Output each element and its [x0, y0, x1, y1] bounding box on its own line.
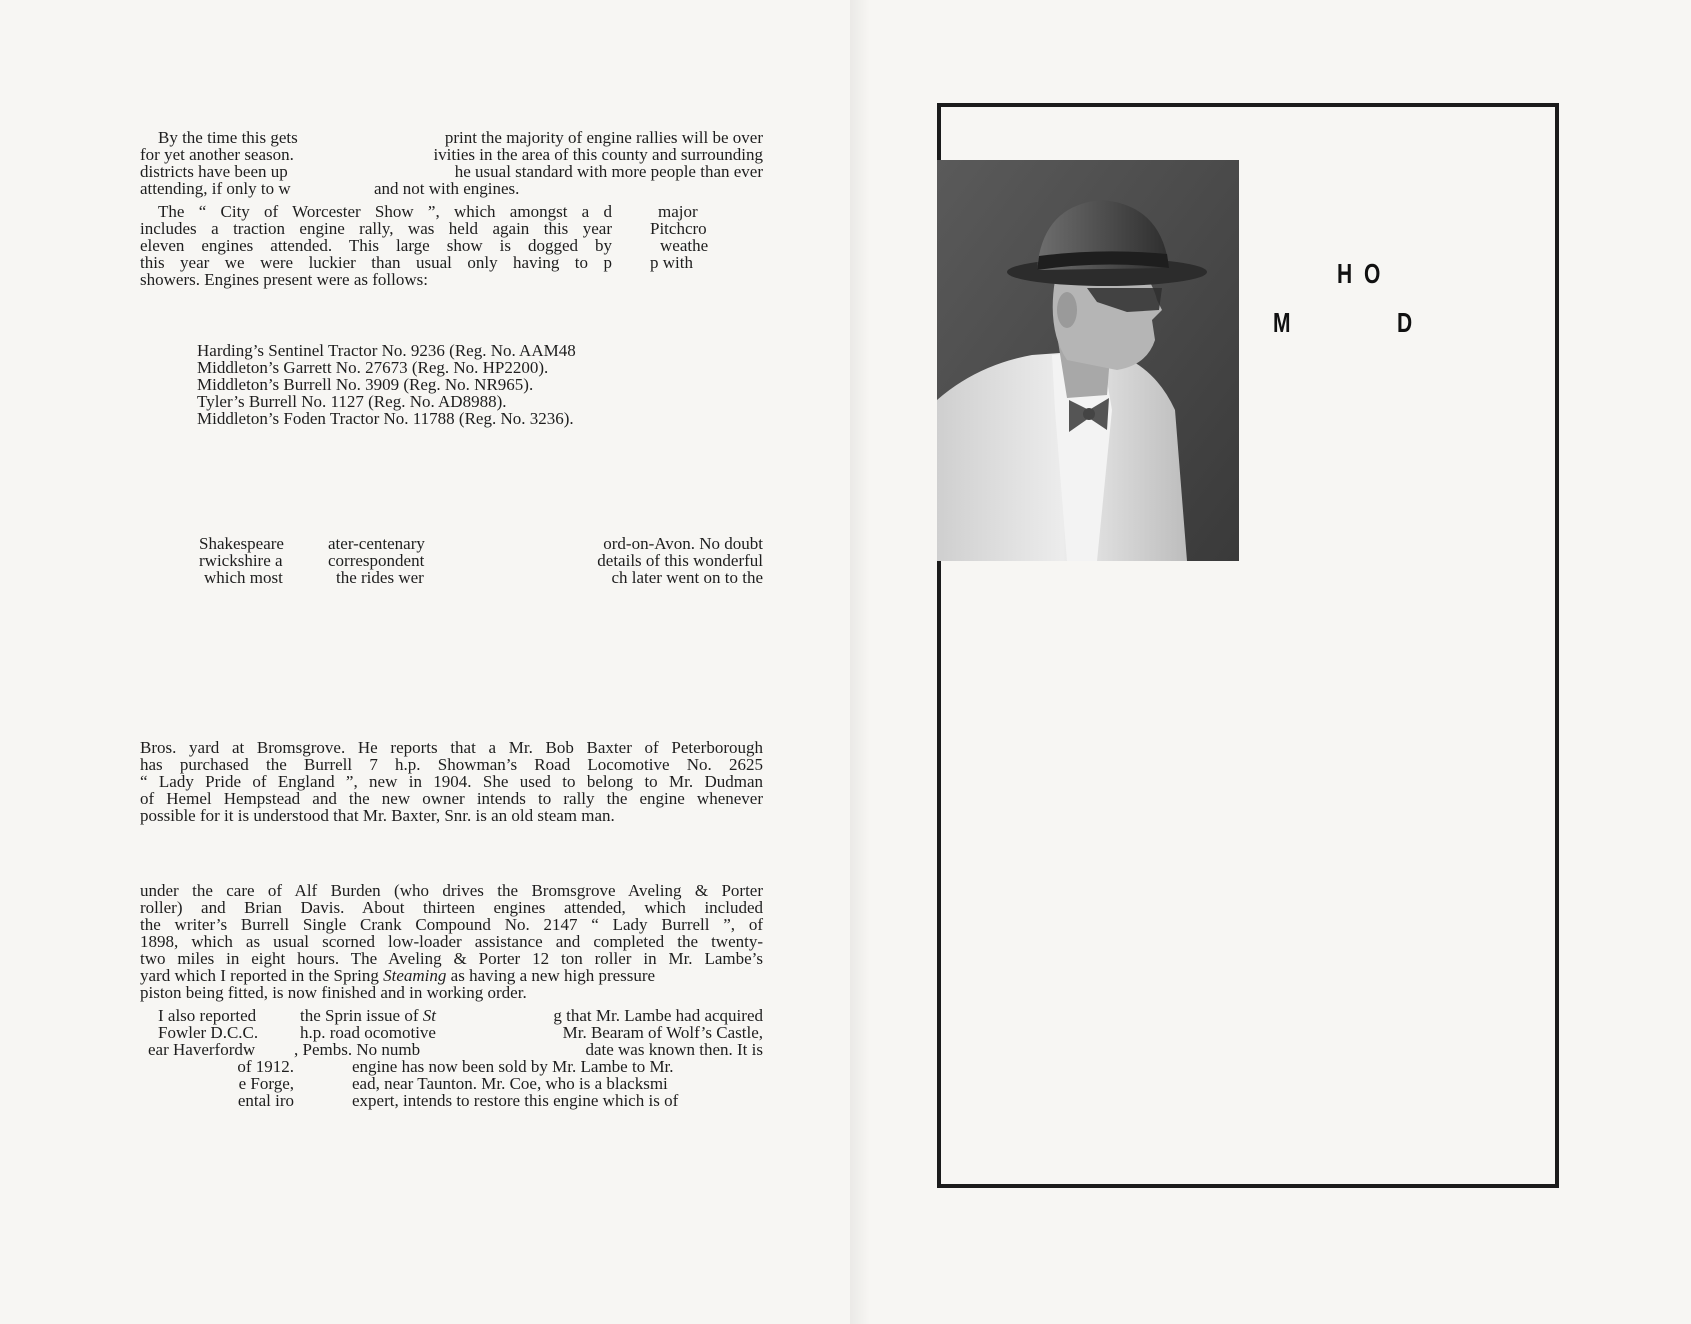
portrait-illustration	[937, 160, 1239, 561]
text-line: ental iro	[237, 1091, 294, 1110]
text-line: attending, if only to w	[140, 179, 291, 198]
text-line: g that Mr. Lambe had acquired	[553, 1006, 763, 1025]
text-line: ord-on-Avon. No doubt	[603, 534, 763, 553]
text-line: of Hemel Hempstead and the new owner intends to rally the engine whenever	[140, 789, 763, 808]
text-line: h.p. road ocomotive	[300, 1023, 436, 1042]
text-line: rwickshire a	[199, 551, 283, 570]
text-line: showers. Engines present were as follows:	[140, 270, 428, 289]
text-line: weathe	[660, 236, 709, 255]
text-line: Mr. Bearam of Wolf’s Castle,	[562, 1023, 763, 1042]
list-item: Harding’s Sentinel Tractor No. 9236 (Reg. No. AAM48	[197, 341, 576, 360]
text-line: and not with engines.	[374, 179, 520, 198]
text-line: two miles in eight hours. The Aveling & Porter 12 ton roller in Mr. Lambe’s	[140, 949, 763, 968]
text-line: he usual standard with more people than ever	[454, 162, 763, 181]
text-line: date was known then. It is	[585, 1040, 763, 1059]
text-line: piston being fitted, is now finished and in working order.	[140, 983, 527, 1002]
text-line: of 1912.	[237, 1057, 294, 1076]
text-line: this year we were luckier than usual only having to p	[140, 253, 612, 272]
text-line: which most	[204, 568, 283, 587]
text-line: the writer’s Burrell Single Crank Compound No. 2147 “ Lady Burrell ”, of	[140, 915, 763, 934]
list-item: Middleton’s Garrett No. 27673 (Reg. No. HP2200).	[197, 358, 549, 377]
text-line	[140, 967, 655, 984]
text-line: expert, intends to restore this engine which is of	[352, 1091, 679, 1110]
text-line: ear Haverfordw	[148, 1040, 256, 1059]
text-fragment: the Sprin issue of	[300, 1006, 419, 1025]
text-line: correspondent	[328, 551, 425, 570]
page-gutter	[850, 0, 870, 1324]
text-line	[300, 1007, 436, 1024]
text-line: under the care of Alf Burden (who drives the Bromsgrove Aveling & Porter	[140, 881, 763, 900]
text-line: districts have been up	[140, 162, 288, 181]
list-item: Middleton’s Foden Tractor No. 11788 (Reg. No. 3236).	[197, 409, 574, 428]
text-line: the rides wer	[336, 568, 424, 587]
text-line: , Pembs. No numb	[294, 1040, 421, 1059]
text-line: ater-centenary	[328, 534, 425, 553]
text-fragment: yard which I reported in the Spring	[140, 966, 379, 985]
text-line: eleven engines attended. This large show is dogged by	[140, 236, 612, 255]
text-line: ead, near Taunton. Mr. Coe, who is a blacksmi	[352, 1074, 668, 1093]
text-line: I also reported	[158, 1006, 257, 1025]
text-line: e Forge,	[238, 1074, 294, 1093]
heading-fragment: M	[1273, 307, 1294, 338]
text-line: The “ City of Worcester Show ”, which amongst a d	[158, 202, 612, 221]
portrait-photo	[937, 160, 1239, 561]
text-line: print the majority of engine rallies will be over	[444, 128, 763, 147]
text-line: ch later went on to the	[611, 568, 763, 587]
text-line: engine has now been sold by Mr. Lambe to Mr.	[352, 1057, 674, 1076]
text-line: Fowler D.C.C.	[158, 1023, 259, 1042]
italic-title: St	[422, 1006, 437, 1025]
text-line: for yet another season.	[140, 145, 294, 164]
list-item: Tyler’s Burrell No. 1127 (Reg. No. AD8988).	[197, 392, 507, 411]
text-line: major	[658, 202, 698, 221]
text-line: By the time this gets	[158, 128, 298, 147]
text-fragment: as having a new high pressure	[450, 966, 656, 985]
text-line: p with	[650, 253, 693, 272]
text-line: ivities in the area of this county and surrounding	[433, 145, 763, 164]
text-line: details of this wonderful	[597, 551, 763, 570]
text-line: Pitchcro	[650, 219, 707, 238]
text-line: has purchased the Burrell 7 h.p. Showman’s Road Locomotive No. 2625	[140, 755, 763, 774]
list-item: Middleton’s Burrell No. 3909 (Reg. No. NR965).	[197, 375, 534, 394]
text-line: Bros. yard at Bromsgrove. He reports that a Mr. Bob Baxter of Peterborough	[140, 738, 763, 757]
text-line: roller) and Brian Davis. About thirteen engines attended, which included	[140, 898, 763, 917]
text-line: 1898, which as usual scorned low-loader assistance and completed the twenty-	[140, 932, 763, 951]
italic-title: Steaming	[383, 966, 447, 985]
text-line: includes a traction engine rally, was held again this year	[140, 219, 612, 238]
text-line: “ Lady Pride of England ”, new in 1904. She used to belong to Mr. Dudman	[140, 772, 763, 791]
text-line: possible for it is understood that Mr. Baxter, Snr. is an old steam man.	[140, 806, 615, 825]
heading-fragment: D	[1397, 307, 1416, 338]
text-line: Shakespeare	[199, 534, 284, 553]
heading-fragment: H O	[1337, 258, 1384, 289]
